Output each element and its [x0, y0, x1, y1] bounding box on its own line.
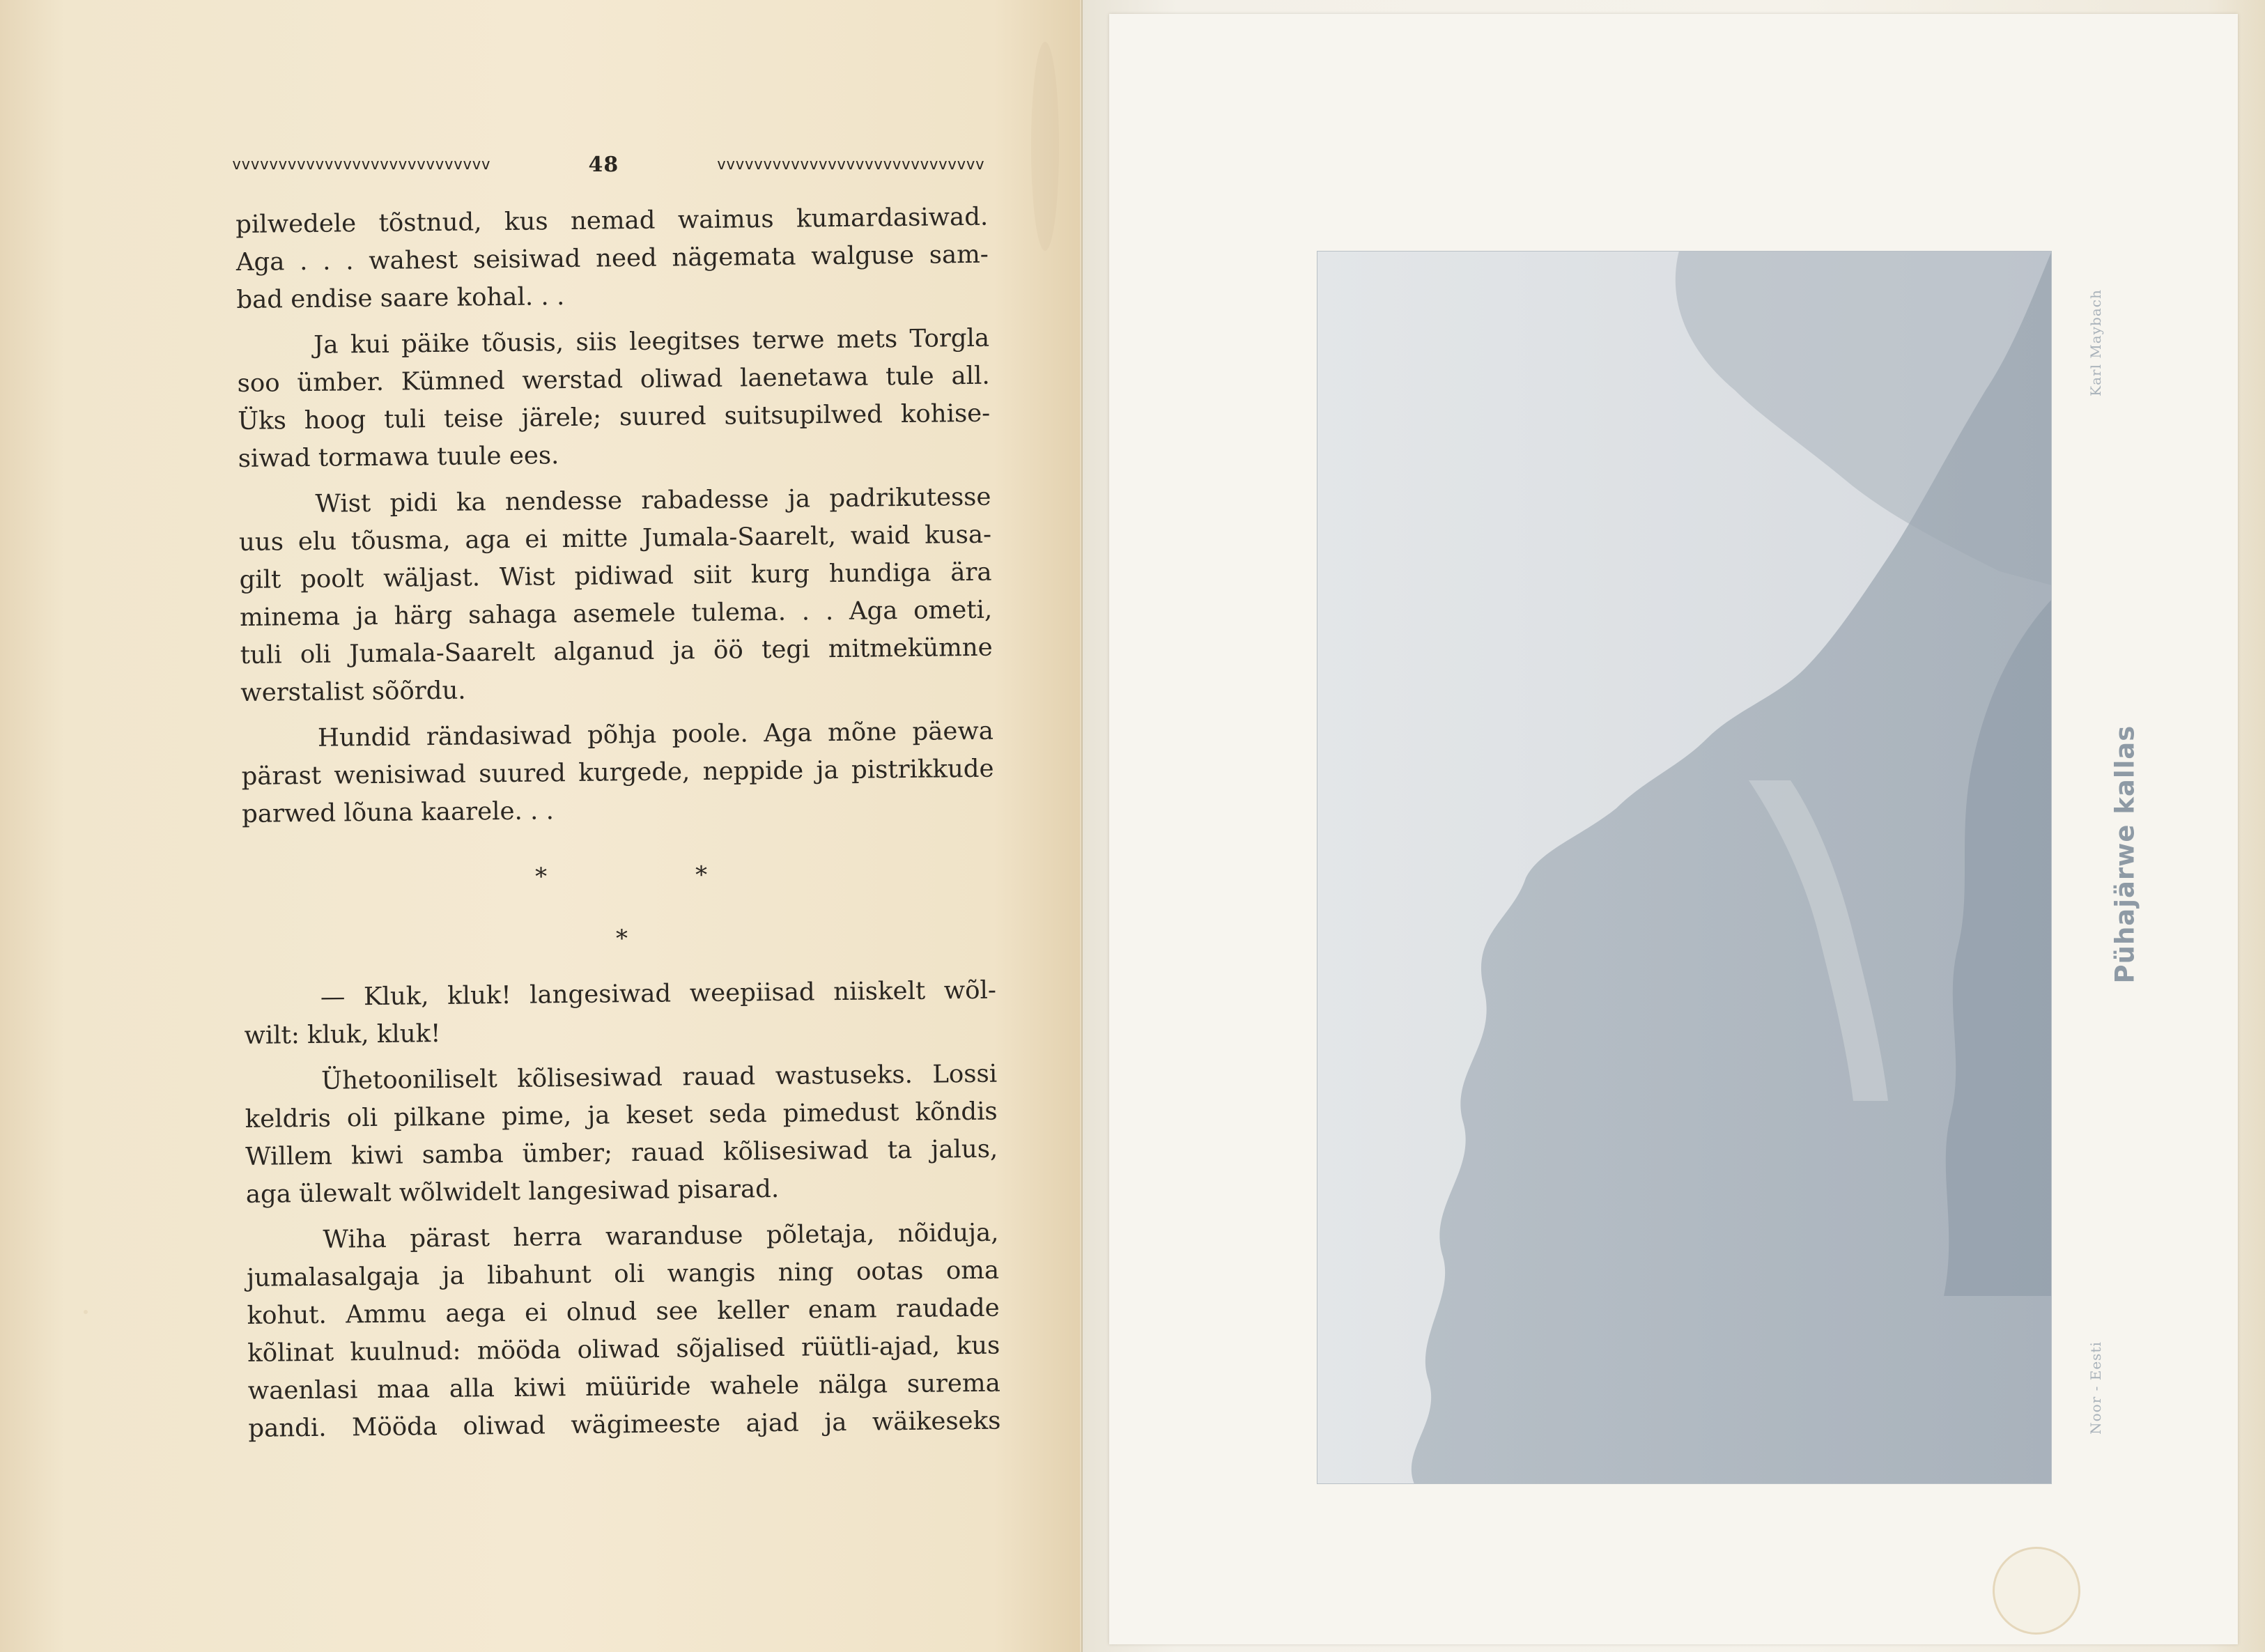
text-line: Wiha pärast herra waranduse põletaja, nõiduja,: [323, 1218, 999, 1254]
text-line: Aga . . . wahest seisiwad need nägemata walguse sam-: [235, 240, 989, 277]
asterisk: *: [615, 925, 628, 953]
plate-title: Pühajärwe kallas: [2110, 725, 2140, 984]
text-line: aga ülewalt wõlwidelt langesiwad pisarad.: [245, 1174, 780, 1209]
text-line: waenlasi maa alla kiwi müüride wahele nälga surema: [247, 1368, 1000, 1405]
text-line: parwed lõuna kaarele. . .: [241, 796, 555, 828]
landscape-photo: [1317, 251, 2052, 1484]
text-line: pilwedele tõstnud, kus nemad waimus kumardasiwad.: [235, 202, 989, 239]
text-line: siwad tormawa tuule ees.: [238, 441, 559, 473]
text-line: Ja kui päike tõusis, siis leegitses terwe mets Torgla: [313, 323, 990, 360]
page-number: 48: [588, 152, 619, 177]
asterisk: *: [534, 863, 548, 891]
text-line: wilt: kluk, kluk!: [244, 1019, 441, 1050]
text-line: — Kluk, kluk! langesiwad weepiisad niiskelt wõl-: [320, 975, 997, 1012]
text-line: kõlinat kuulnud: mööda oliwad sõjalised rüütli-ajad, kus: [247, 1331, 1000, 1368]
body-text: [235, 199, 1001, 1448]
text-line: soo ümber. Kümned werstad oliwad laenetawa tule all.: [237, 361, 990, 398]
running-head: [232, 150, 984, 178]
text-line: kohut. Ammu aega ei olnud see keller enam raudade: [247, 1293, 1000, 1330]
text-line: bad endise saare kohal. . .: [236, 282, 565, 314]
text-line: Wist pidi ka nendesse rabadesse ja padrikutesse: [315, 482, 991, 518]
text-line: werstalist sõõrdu.: [240, 676, 466, 707]
text-line: uus elu tõusma, aga ei mitte Jumala-Saarelt, waid kusa-: [238, 520, 992, 557]
asterisk: *: [695, 860, 708, 890]
publisher-credit: Noor - Eesti: [2087, 1341, 2104, 1435]
text-line: keldris oli pilkane pime, ja keset seda pimedust kõndis: [245, 1097, 998, 1134]
text-line: pandi. Mööda oliwad wägimeeste ajad ja wäikeseks: [248, 1406, 1001, 1443]
text-line: minema ja härg sahaga asemele tulema. . . Aga ometi,: [239, 595, 993, 632]
section-break-asterisks: [242, 826, 996, 980]
text-line: gilt poolt wäljast. Wist pidiwad siit kurg hundiga ära: [239, 557, 992, 594]
photographer-credit: Karl Maybach: [2087, 289, 2104, 396]
running-head-ornament-right: vvvvvvvvvvvvvvvvvvvvvvvvvvvvv: [716, 155, 984, 173]
text-line: tuli oli Jumala-Saarelt alganud ja öö tegi mitmekümne: [240, 633, 993, 670]
text-line: pärast wenisiwad suured kurgede, neppide ja pistrikkude: [241, 754, 994, 791]
water-stain: [1993, 1547, 2080, 1635]
text-line: Ühetooniliselt kõlisesiwad rauad wastuseks. Lossi: [320, 1059, 998, 1095]
running-head-ornament-left: vvvvvvvvvvvvvvvvvvvvvvvvvvvv: [232, 155, 490, 173]
lake-shore-photo: [1317, 251, 2052, 1484]
text-line: jumalasalgaja ja libahunt oli wangis ning ootas oma: [246, 1256, 1000, 1292]
text-line: Hundid rändasiwad põhja poole. Aga mõne päewa: [317, 716, 994, 752]
text-line: Üks hoog tuli teise järele; suured suitsupilwed kohise-: [238, 399, 991, 435]
text-line: Willem kiwi samba ümber; rauad kõlisesiwad ta jalus,: [245, 1134, 998, 1171]
